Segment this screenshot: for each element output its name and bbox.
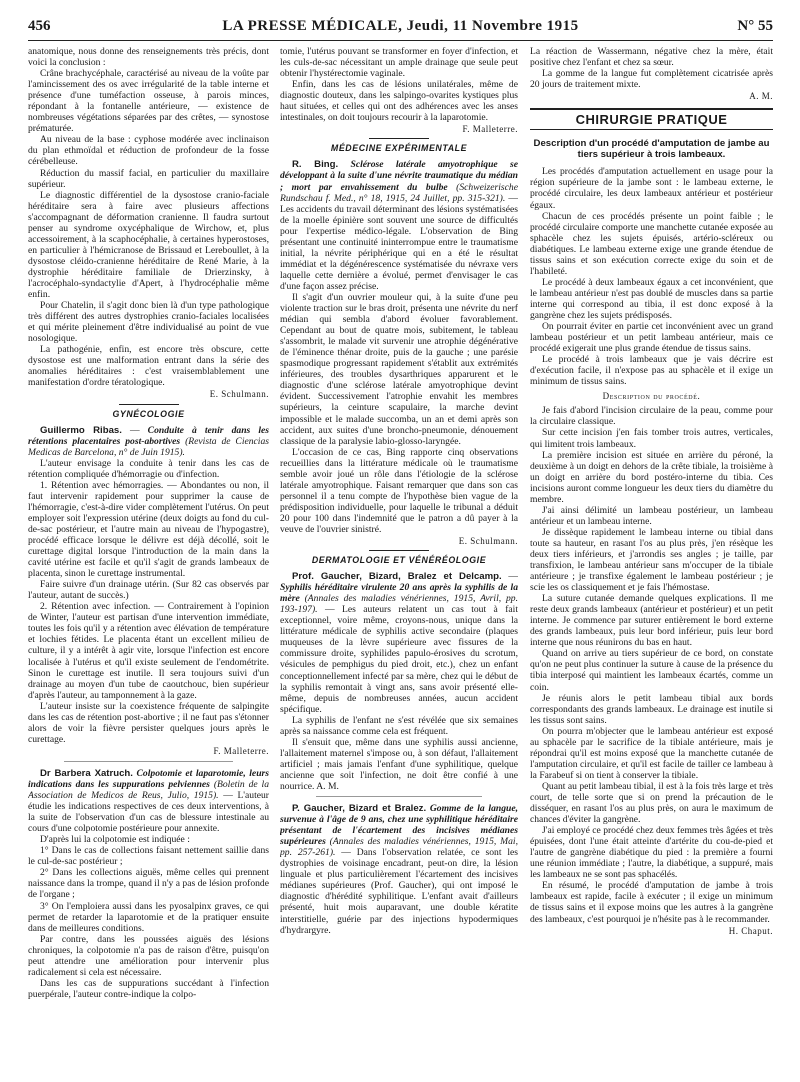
paragraph-text: Il s'ensuit que, même dans une syphilis aussi ancienne, l'allaitement maternel s'impose ou, à son défaut, l'allaitement artificiel ; mais jamais l'enfant d'une syphilitique, quelque ancienne que soit l'infection, ne doit être confié à une nourrice. — [280, 736, 518, 792]
paragraph: Je dissèque rapidement le lambeau interne ou tibial dans toute sa hauteur, en rasant l'os au plus près, j'en résèque les deux tiers inférieurs, et j'arrondis ses angles ; je taille, par transfixion, le lambeau antérieur sans m'occuper de la tibiale antérieure ; je transfixe également le lambeau postérieur ; je scie les os classiquement et je fais l'hémostase. — [530, 526, 773, 594]
page-header — [28, 18, 773, 38]
article-source: (Annales des maladies vénériennes, 1915, Avril, pp. 193-197). — [280, 593, 518, 616]
paragraph: 3° On l'emploiera aussi dans les pyosalpinx graves, ce qui permet de retarder la laparotomie et de la pratiquer ensuite dans de meilleures conditions. — [28, 900, 269, 934]
article-intro: — L'auteur étudie les indications respectives de ces deux interventions, à la suite de l'observation d'un cas de blessure intestinale au cours d'une colpotomie postérieure pour annexite. — [28, 790, 269, 835]
section-rubric-dermatologie: DERMATOLOGIE ET VÉNÉRÉOLOGIE — [311, 555, 487, 566]
paragraph: Enfin, dans les cas de lésions unilatérales, même de diagnostic douteux, dans les salpingo-ovarites kystiques plus haut situées, et celles qui ont des adhérences avec les anses intestinales, on doit toujours recourir à la laparotomie. — [280, 79, 518, 124]
article-intro: — Les accidents du travail déterminant des lésions systématisées de la moelle épinière sont souvent une source de difficultés pour l'expertise médico-légale. L'observation de Bing présentant une continuité ininterrompue entre le traumatisme initial, la névrite périphérique qui en a été le résultat immédiat et la dégénérescence systématisée du névraxe vers laquelle cette dernière a évolué, permet d'envisager le cas d'une façon assez précise. — [280, 192, 518, 292]
article-source: (Annales des maladies vénériennes, 1915, Mai, pp. 257-261). — [280, 836, 518, 859]
paragraph: Le procédé à trois lambeaux que je vais décrire est d'exécution facile, il n'expose pas au sphacèle et il exige un minimum de tissus sains. — [530, 354, 773, 388]
paragraph: On pourrait éviter en partie cet inconvénient avec un grand lambeau postérieur et un petit lambeau antérieur, mais ce procédé exigerait une plus grande étendue de tissus sains. — [530, 321, 773, 355]
signature: E. Schulmann. — [458, 536, 518, 547]
divider — [119, 404, 179, 405]
header-rule — [28, 40, 773, 41]
paragraph: La réaction de Wassermann, négative chez la mère, était positive chez l'enfant et chez sa sœur. — [530, 46, 773, 69]
paragraph: Je réunis alors le petit lambeau tibial aux bords correspondants des grands lambeaux. Le drainage est inutile si les tissus sont sains. — [530, 692, 773, 726]
article-header — [28, 768, 269, 834]
paragraph: Quant au petit lambeau tibial, il est à la fois très large et très court, de telle sorte que si on prend la précaution de le disséquer, en rasant l'os au plus près, on aura le maximum de chances d'éviter la gangrène. — [530, 780, 773, 826]
paragraph: 1° Dans le cas de collections faisant nettement saillie dans le cul-de-sac postérieur ; — [28, 845, 269, 868]
article-author: R. Bing. — [292, 159, 339, 171]
paragraph: La pathogénie, enfin, est encore très obscure, cette dysostose est une malformation entrant dans la série des anomalies héréditaires : c'est vraisemblablement une manifestation d'ordre tératologique. — [28, 344, 269, 389]
paragraph: Crâne brachycéphale, caractérisé au niveau de la voûte par l'amincissement des os avec irrégularité de la table interne et présence d'une tuméfaction osseuse, à parois minces, répondant à la fontanelle antérieure, — existence de nombreuses végétations séparées par des crêtes, — synostose prématurée. — [28, 68, 269, 135]
signature: F. Malleterre. — [462, 124, 518, 135]
paragraph: La gomme de la langue fut complètement cicatrisée après 20 jours de traitement mixte. — [530, 68, 773, 91]
article-source: (Boletin de la Association de Medicos de Reus, Julio, 1915). — [28, 779, 269, 802]
signature: F. Malleterre. — [213, 745, 269, 756]
paragraph: Au niveau de la base : cyphose modérée avec inclinaison du plan ethmoïdal et réduction de profondeur de la fosse cérébelleuse. — [28, 134, 269, 168]
section-banner-chirurgie-pratique: CHIRURGIE PRATIQUE — [530, 108, 773, 130]
article-author: Prof. Gaucher, Bizard, Bralez et Delcamp. — [292, 571, 502, 583]
paragraph: L'occasion de ce cas, Bing rapporte cinq observations recueillies dans la littérature médicale où le traumatisme semble avoir joué un rôle dans l'étiologie de la sclérose latérale amyotrophique. Faisant remarquer que dans son cas personnel il a tenu compte de l'hypothèse bien vague de la prédisposition individuelle, pour laquelle le tribunal a déduit 20 pour 100 dans l'indemnité que le patron a dû payer à la veuve de l'ouvrier sinistré. — [280, 446, 518, 535]
paragraph: J'ai employé ce procédé chez deux femmes très âgées et très épuisées, dont l'une était atteinte d'artérite du cou-de-pied et l'autre de gangrène diabétique du pied : la première a fourni une réunion immédiate ; l'autre, la diabétique, a suppuré, mais les lambeaux ne se sont pas sphacélés. — [530, 825, 773, 881]
paragraph: Chacun de ces procédés présente un point faible ; le procédé circulaire comporte une manchette cutanée exposée au sphacèle chez les sujets épuisés, artério-scléreux ou diabétiques. Le lambeau externe exige une grande étendue de tissus sains et son exécution correcte exige du soin et de l'habileté. — [530, 210, 773, 277]
paragraph: Dans les cas de suppurations succédant à l'infection puerpérale, l'auteur contre-indique la colpo- — [28, 977, 269, 1000]
paragraph: Les procédés d'amputation actuellement en usage pour la région supérieure de la jambe sont : le lambeau externe, le procédé circulaire, les deux lambeaux antérieur et postérieur égaux. — [530, 166, 773, 211]
paragraph: La première incision est située en arrière du péroné, la deuxième à un doigt en dehors de la crête tibiale, la troisième à un doigt en arrière du bord postéro-interne du tibia. Ces incisions auront comme longueur les deux tiers du diamètre du membre. — [530, 449, 773, 505]
paragraph: On pourra m'objecter que le lambeau antérieur est exposé au sphacèle par le sacrifice de la tibiale antérieure, mais je répondrai qu'il est moins exposé que la manchette cutanée de l'amputation circulaire, et qu'il est facile de tailler ce lambeau à la Farabeuf si on tient à conserver la tibiale. — [530, 725, 773, 781]
paragraph: Sur cette incision j'en fais tomber trois autres, verticales, qui limitent trois lambeaux. — [530, 427, 773, 450]
article-author: Guillermo Ribas. — [40, 424, 122, 436]
paragraph: La syphilis de l'enfant ne s'est révélée que six semaines après sa naissance comme cela est fréquent. — [280, 714, 518, 737]
divider — [369, 138, 429, 139]
paragraph — [280, 737, 518, 792]
article-intro: — Dans l'observation relatée, ce sont les dystrophies de voisinage encadrant, peut-on dire, la lésion linguale et plus particulièrement l'écartement des incisives médianes supérieures (Prof. Gaucher), qui ont imposé le diagnostic d'hérédité syphilitique. L'enfant avait d'ailleurs présenté, huit mois auparavant, une double kératite interstitielle, guérie par des injections hypodermiques d'hydrargyre. — [280, 847, 518, 936]
paragraph: L'auteur insiste sur la coexistence fréquente de salpingite dans les cas de rétention post-abortive ; il ne faut pas s'étonner alors de voir la fièvre persister quelques jours après le curettage. — [28, 700, 269, 745]
article-title: Description d'un procédé d'amputation de jambe au tiers supérieur à trois lambeaux. — [533, 138, 770, 161]
article-title: Conduite à tenir dans les rétentions placentaires post-abortives — [28, 424, 269, 447]
paragraph: 1. Rétention avec hémorragies. — Abondantes ou non, il faut intervenir rapidement pour supprimer la cause de l'hémorragie, c'est-à-dire vider complètement l'utérus. On peut employer soit l'expression utérine (deux doigts au fond du cul-de-sac postérieur, et l'autre main au niveau de l'hypogastre), procédé efficace lorsque le délivre est déjà décollé, soit le curettage digital lorsque l'introduction de la main dans la cavité utérine est facile et qu'il s'agit de grands lambeaux de placenta, sinon le curettage instrumental. — [28, 479, 269, 580]
paragraph: tomie, l'utérus pouvant se transformer en foyer d'infection, et les culs-de-sac nécessitant un ample drainage que seule peut obtenir l'hystérectomie vaginale. — [280, 46, 518, 80]
paragraph: J'ai ainsi délimité un lambeau postérieur, un lambeau antérieur et un lambeau interne. — [530, 504, 773, 527]
paragraph: 2° Dans les collections aiguës, même celles qui prennent naissance dans la trompe, quand il n'y a pas de lésion profonde de l'organe ; — [28, 867, 269, 901]
section-rubric-gynecologie: GYNÉCOLOGIE — [112, 408, 185, 419]
signature: E. Schulmann. — [209, 389, 269, 400]
divider — [64, 761, 233, 762]
article-author: P. Gaucher, Bizard et Bralez. — [292, 803, 427, 815]
paragraph: La suture cutanée demande quelques explications. Il me reste deux grands lambeaux (antérieur et postérieur) et un petit interne. Je commence par suturer entièrement le bord externe des grands lambeaux, puis leur bord inférieur, puis leur bord interne que nous réunirons du bas en haut. — [530, 593, 773, 649]
article-source: (Schweizerische Rundschau f. Med., n° 18, 1915, 24 Juillet, pp. 315-321). — [280, 181, 518, 204]
signature: H. Chaput. — [728, 925, 773, 936]
issue-number: N° 55 — [737, 18, 773, 34]
page-number: 456 — [28, 18, 51, 34]
article-source: (Revista de Ciencias Medicas de Barcelona, n° de Juin 1915). — [28, 435, 269, 458]
paragraph: Pour Chatelin, il s'agit donc bien là d'un type pathologique très différent des autres dystrophies cranio-faciales localisées et qui mérite pleinement d'être individualisé au point de vue nosologique. — [28, 300, 269, 345]
paragraph: Réduction du massif facial, en particulier du maxillaire supérieur. — [28, 167, 269, 190]
subsection-label: Description du procédé. — [602, 391, 701, 402]
article-author: Dr Barbera Xatruch. — [40, 767, 133, 779]
signature: A. M. — [316, 781, 339, 792]
article-title: Sclérose latérale amyotrophique se développant à la suite d'une névrite traumatique du médian ; mort par envahissement du bulbe — [280, 159, 518, 193]
paragraph: Le diagnostic différentiel de la dysostose cranio-faciale héréditaire sera à faire avec plusieurs affections s'accompagnant de déformation cranienne. Il faudra surtout penser au syndrome oxycéphalique de Wirchow, et, plus accessoirement, à la scaphocéphalie, à certaines hyperostoses, en particulier à l'hémicranose de Brissaud et Lereboullet, à la dysostose cléido-cranienne héréditaire de René Marie, à la dystrophie héréditaire familiale de Drierzinsky, à l'acrocéphalo-syndactylie d'Apert, à l'hydrocéphalie même enfin. — [28, 189, 269, 301]
paragraph: 2. Rétention avec infection. — Contrairement à l'opinion de Winter, l'auteur est partisan d'une intervention immédiate, toutes les fois qu'il y a rétention avec élévation de température et lochies fétides. Le placenta étant un excellent milieu de culture, il y a intérêt à agir vite, lorsque l'infection est encore localisée à l'utérus et qu'il existe seulement de l'endométrite. Sinon le curettage est inutile. Il sera toujours suivi d'un drainage au moyen d'un tube de caoutchouc, bien supérieur d'après l'auteur, au tamponnement à la gaze. — [28, 601, 269, 701]
article-title: Colpotomie et laparotomie, leurs indications dans les suppurations pelviennes — [28, 767, 269, 790]
paragraph: Je fais d'abord l'incision circulaire de la peau, comme pour la circulaire classique. — [530, 405, 773, 428]
paragraph: L'auteur envisage la conduite à tenir dans les cas de rétention compliquée d'hémorragie ou d'infection. — [28, 457, 269, 480]
article-header — [280, 803, 518, 936]
divider — [369, 550, 429, 551]
section-rubric-medecine-experimentale: MÉDECINE EXPÉRIMENTALE — [330, 143, 468, 154]
article-title: Gomme de la langue, survenue à l'âge de 9 ans, chez une syphilitique héréditaire présentant de l'écartement des incisives médianes supérieures — [280, 803, 518, 848]
paragraph: Quand on arrive au tiers supérieur de ce bord, on constate qu'on ne peut plus continuer la suture à cause de la présence du tibia interposé qui maintient les lambeaux écartés, comme un coin. — [530, 648, 773, 693]
paragraph: Le procédé à deux lambeaux égaux a cet inconvénient, que le lambeau antérieur n'est pas doublé de muscles dans sa partie interne qui correspond au tibia, il est donc exposé à la gangrène chez les sujets prédisposés. — [530, 276, 773, 321]
paragraph: Par contre, dans les poussées aiguës des lésions chroniques, la colpotomie n'a pas de raison d'être, puisqu'on peut attendre une amélioration pour intervenir plus radicalement si cela est nécessaire. — [28, 933, 269, 978]
article-title: Syphilis héréditaire virulente 20 ans après la syphilis de la mère — [280, 582, 518, 605]
paragraph: Faire suivre d'un drainage utérin. (Sur 82 cas observés par l'auteur, autant de succès.) — [28, 579, 269, 602]
paragraph: D'après lui la colpotomie est indiquée : — [40, 834, 190, 846]
article-header: Guillermo Ribas. — Conduite à tenir dans les rétentions placentaires post-abortives (Revista de Ciencias Medicas de Barcelona, n° de Juin 1915). — [28, 424, 269, 458]
article-intro: — Les auteurs relatent un cas tout à fait exceptionnel, voire même, croyons-nous, unique dans la littérature médicale de syphilis active secondaire (plaques muqueuses de la lèvre supérieure avec fissures de la commissure droite, syphilides papulo-érosives du scrotum, vésicules de pemphigus du pied droit, etc.), chez un enfant conceptionnellement infecté par sa mère, chez qui le début de la syphilis remontait à vingt ans, sans avoir présenté elle-même, depuis de nombreuses années, aucun accident spécifique. — [280, 604, 518, 715]
paragraph: Il s'agit d'un ouvrier mouleur qui, à la suite d'une peu violente traction sur le bras droit, présenta une névrite du nerf médian qui sembla d'abord évoluer favorablement. Cependant au bout de quatre mois, subitement, le tableau s'assombrit, le malade vit survenir une atrophie dégénérative de l'éminence thénar droite, puis de la gauche ; une parésie spasmodique progressant rapidement s'établit aux extrémités inférieures, des troubles dysarthriques apparurent et le diagnostic d'une sclérose latérale amyotrophique devint évident. Successivement l'atrophie envahit les membres supérieurs, la ceinture scapulaire, la marche devint impossible et le malade succomba, un an et demi après son accident, aux suites d'une broncho-pneumonie, dénouement classique de la paralysie labio-glosso-laryngée. — [280, 291, 518, 447]
divider — [316, 796, 483, 797]
signature: A. M. — [749, 91, 773, 102]
journal-title: LA PRESSE MÉDICALE, Jeudi, 11 Novembre 1915 — [222, 18, 579, 34]
article-header — [280, 159, 518, 292]
paragraph: En résumé, le procédé d'amputation de jambe à trois lambeaux est rapide, facile à exécuter ; il exige un minimum de tissus sains et il expose moins que les autres à la gangrène des lambeaux, c'est pourquoi je n'hésite pas à le recommander. — [530, 880, 773, 925]
paragraph: anatomique, nous donne des renseignements très précis, dont voici la conclusion : — [28, 46, 269, 69]
article-header: Prof. Gaucher, Bizard, Bralez et Delcamp. — Syphilis héréditaire virulente 20 ans après la syphilis de la mère (Annales des maladies vénériennes, 1915, Avril, pp. 193-197). — Les auteurs relatent un cas tout à fait exceptionnel, voire même, croyons-nous, unique dans la littérature médicale de syphilis active secondaire (plaques muqueuses de la lèvre supérieure avec fissures de la commissure droite, syphilides papulo-érosives du scrotum, vésicules de pemphigus du pied droit, etc.), chez un enfant conceptionnellement infecté par sa mère, chez qui le début de la syphilis remontait à vingt ans, sans avoir présenté elle-même, depuis de nombreuses années, aucun accident spécifique. — [280, 571, 518, 715]
column-1 — [28, 46, 269, 1074]
column-3 — [530, 46, 773, 1074]
column-2 — [280, 46, 518, 1074]
